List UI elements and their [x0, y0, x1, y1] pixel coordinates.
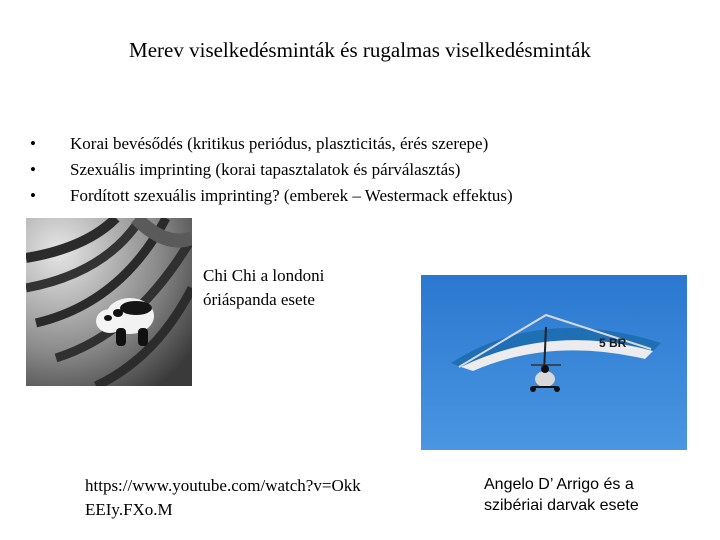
panda-image: [26, 218, 192, 386]
panda-caption: [203, 264, 324, 312]
glider-caption-line: Angelo D’ Arrigo és a: [484, 476, 634, 493]
glider-image: [421, 275, 687, 450]
glider-caption-line: szibériai darvak esete: [484, 497, 639, 514]
bullet-marker: •: [30, 134, 36, 153]
panda-photo: [26, 218, 192, 386]
glider-caption: [484, 474, 674, 516]
link-line[interactable]: https://www.youtube.com/watch?v=Okk: [85, 476, 361, 495]
wing-text: 5 BR: [599, 336, 627, 350]
panda-caption-line: óriáspanda esete: [203, 290, 315, 309]
bullet-marker: •: [30, 186, 36, 205]
bullet-text: Fordított szexuális imprinting? (emberek – Westermack effektus): [70, 186, 513, 205]
bullet-item: [30, 131, 513, 157]
bullet-text: Szexuális imprinting (korai tapasztalatok és párválasztás): [70, 160, 461, 179]
link-line[interactable]: EEIy.FXo.M: [85, 500, 173, 519]
bullet-text: Korai bevésődés (kritikus periódus, plaszticitás, érés szerepe): [70, 134, 489, 153]
glider-photo: [421, 275, 687, 450]
slide-title: Merev viselkedésminták és rugalmas viselkedésminták: [129, 38, 591, 62]
bullet-marker: •: [30, 160, 36, 179]
panda-caption-line: Chi Chi a londoni: [203, 266, 325, 285]
bullet-list: [30, 131, 513, 209]
bullet-item: [30, 157, 513, 183]
bullet-item: [30, 183, 513, 209]
video-link[interactable]: [85, 474, 425, 522]
